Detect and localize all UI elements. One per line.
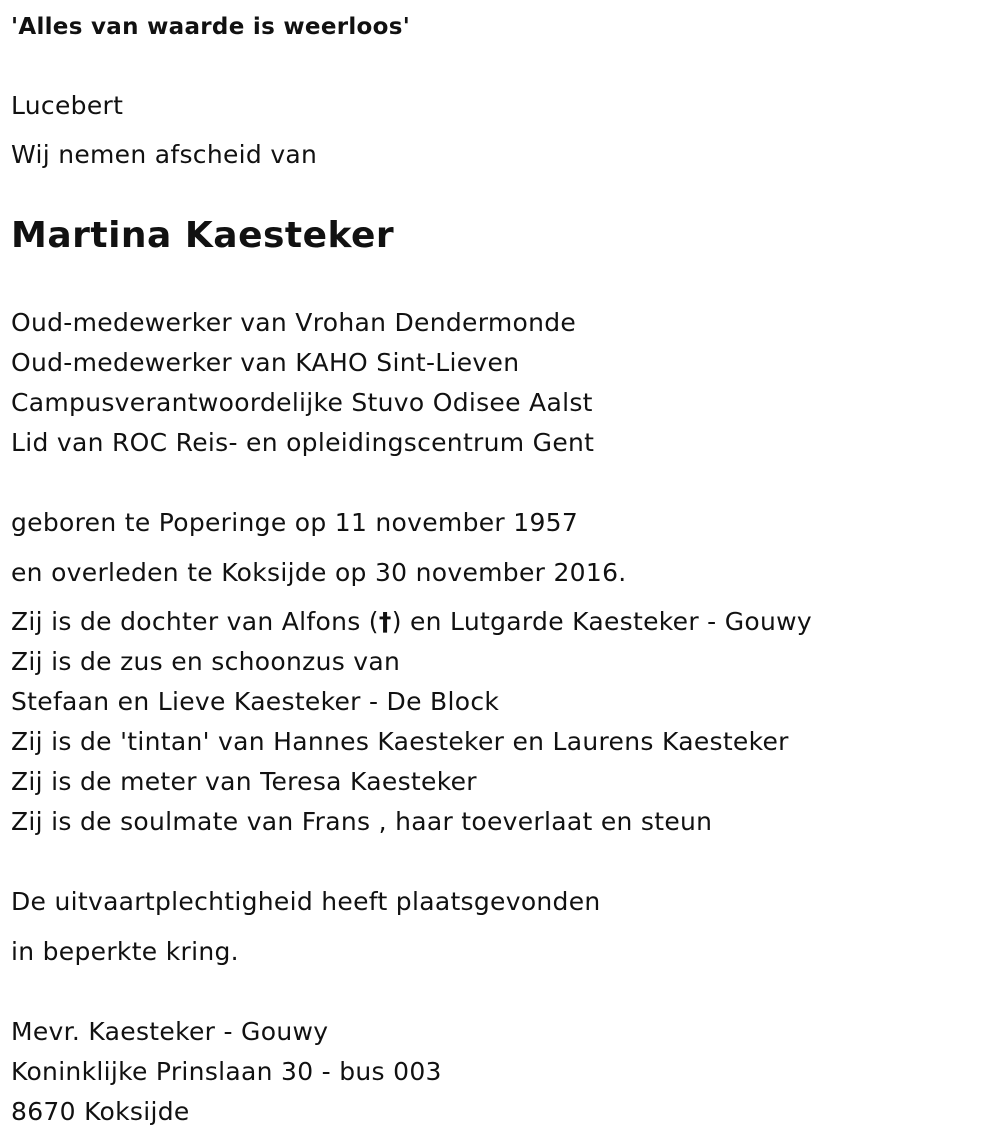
- cross-icon: †: [378, 607, 392, 636]
- daughter-suffix: ) en Lutgarde Kaesteker - Gouwy: [391, 607, 812, 636]
- role-line: Oud-medewerker van Vrohan Dendermonde: [11, 308, 577, 337]
- address-street: Koninklijke Prinslaan 30 - bus 003: [11, 1057, 442, 1086]
- role-line: Oud-medewerker van KAHO Sint-Lieven: [11, 348, 520, 377]
- address-name: Mevr. Kaesteker - Gouwy: [11, 1017, 329, 1046]
- relation-line: Zij is de meter van Teresa Kaesteker: [11, 767, 477, 796]
- funeral-line: De uitvaartplechtigheid heeft plaatsgevonden: [11, 887, 601, 916]
- quote: 'Alles van waarde is weerloos': [11, 14, 411, 40]
- address-city: 8670 Koksijde: [11, 1097, 190, 1126]
- role-line: Campusverantwoordelijke Stuvo Odisee Aalst: [11, 388, 593, 417]
- quote-author: Lucebert: [11, 91, 124, 120]
- deceased-name: Martina Kaesteker: [11, 215, 395, 256]
- birth-line: geboren te Poperinge op 11 november 1957: [11, 508, 579, 537]
- funeral-line: in beperkte kring.: [11, 937, 239, 966]
- relation-line: Zij is de zus en schoonzus van: [11, 647, 401, 676]
- daughter-prefix: Zij is de dochter van Alfons (: [11, 607, 379, 636]
- intro-text: Wij nemen afscheid van: [11, 140, 318, 169]
- relation-line: Zij is de soulmate van Frans , haar toeverlaat en steun: [11, 807, 713, 836]
- role-line: Lid van ROC Reis- en opleidingscentrum Gent: [11, 428, 595, 457]
- daughter-line: [11, 607, 812, 637]
- relation-line: Stefaan en Lieve Kaesteker - De Block: [11, 687, 500, 716]
- relation-line: Zij is de 'tintan' van Hannes Kaesteker en Laurens Kaesteker: [11, 727, 789, 756]
- death-line: en overleden te Koksijde op 30 november 2016.: [11, 558, 627, 587]
